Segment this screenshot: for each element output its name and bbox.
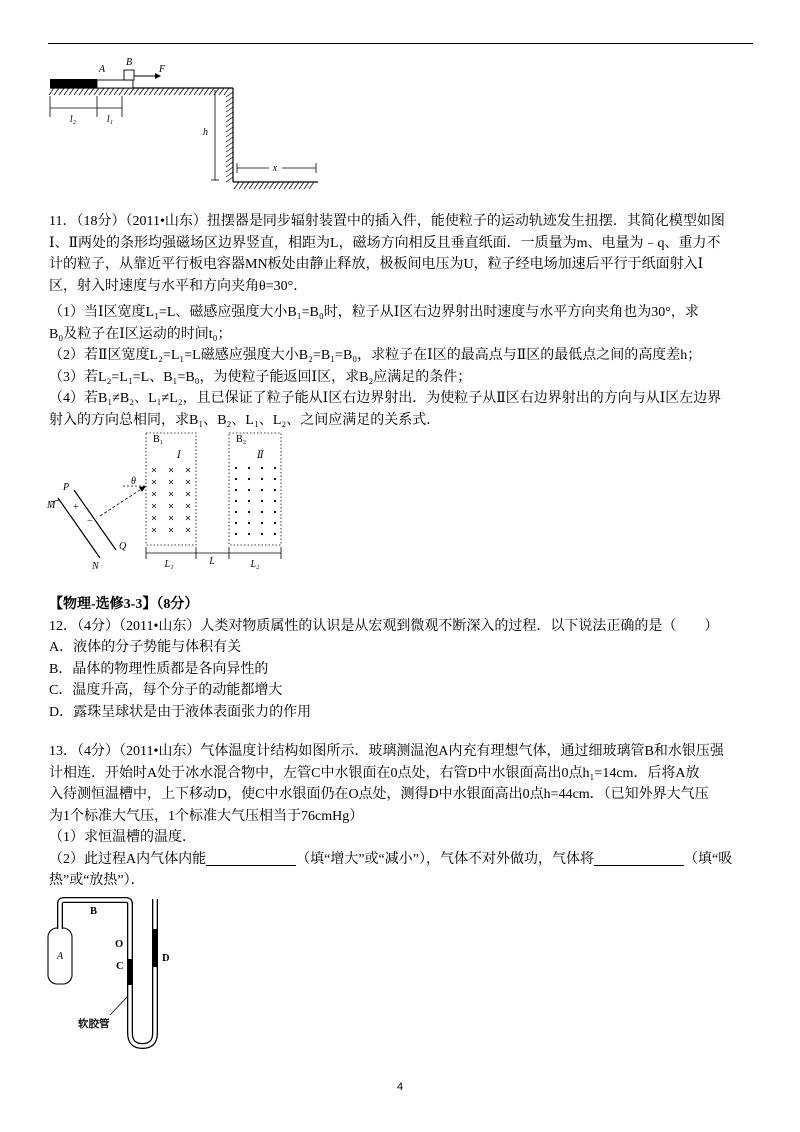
field-out-of-page-mark (274, 489, 276, 491)
hatch-line (84, 88, 89, 95)
field-into-page-mark (186, 468, 190, 472)
label-region-2: Ⅱ (257, 450, 264, 461)
field-out-of-page-mark (248, 533, 250, 535)
hatch-line (79, 88, 84, 95)
block-b (124, 70, 134, 80)
field-into-page-mark (186, 504, 190, 508)
field-out-of-page-mark (235, 489, 237, 491)
hatch-line (299, 182, 304, 189)
hatch-line (89, 88, 94, 95)
label-b: B (90, 906, 98, 917)
question-11 (49, 211, 761, 431)
field-into-page-mark (152, 528, 156, 532)
label-x: x (272, 163, 278, 174)
elective-heading: 【物理-选修3-3】（8分） (49, 597, 199, 612)
label-m: M (47, 500, 56, 511)
hatch-line (226, 97, 233, 102)
field-out-of-page-mark (261, 533, 263, 535)
hatch-line (174, 88, 179, 95)
hatch-line (234, 182, 239, 189)
q13-part-2-text-a: （2）此过程A内气体内能 (49, 851, 207, 867)
particle-trajectory (100, 488, 143, 516)
field-into-page-mark (186, 480, 190, 484)
question-13 (49, 741, 761, 892)
q11-part-1: （1）当Ⅰ区宽度L₁=L、磁感应强度大小B₁=B₀时，粒子从Ⅰ区右边界射出时速度与水平方向夹角也为30°，求 (49, 305, 699, 320)
hatch-line (304, 182, 309, 189)
field-into-page-mark (152, 516, 156, 520)
q12-stem: 12．（4分）（2011•山东）人类对物质属性的认识是从宏观到微观不断深入的过程．以下说法正确的是（ ） (49, 618, 719, 634)
hatch-line (226, 157, 233, 162)
hatch-line (209, 88, 214, 95)
hatch-line (139, 88, 144, 95)
hatch-line (59, 88, 64, 95)
q13-part-2-text-c: （填“吸 (683, 851, 733, 867)
hatch-line (226, 172, 233, 177)
q12-option-d: D．露珠呈球状是由于液体表面张力的作用 (49, 704, 312, 720)
label-q: Q (119, 541, 127, 552)
label-h: h (203, 127, 208, 138)
label-minus: − (87, 516, 93, 527)
q12-option-a: A．液体的分子势能与体积有关 (49, 640, 242, 655)
field-out-of-page-mark (274, 467, 276, 469)
field-out-of-page-mark (248, 500, 250, 502)
field-into-page-mark (169, 480, 173, 484)
hatch-line (94, 88, 99, 95)
hatch-line (226, 167, 233, 172)
hatch-line (149, 88, 154, 95)
label-b1: B₁ (153, 434, 164, 445)
hatch-line (264, 182, 269, 189)
label-d: D (162, 953, 170, 964)
hatch-line (226, 127, 233, 132)
q11-part-3: （3）若L₂=L₁=L、B₁=B₀，为使粒子能返回Ⅰ区，求B₂应满足的条件； (49, 369, 472, 385)
label-l1: l₁ (106, 114, 114, 125)
field-out-of-page-mark (261, 522, 263, 524)
question-12 (49, 594, 761, 723)
field-into-page-mark (169, 528, 173, 532)
label-plus: + (73, 502, 79, 513)
hatch-line (219, 88, 224, 95)
figure-ledge-diagram (45, 55, 330, 195)
figure-gas-thermometer (40, 893, 190, 1065)
label-p: P (63, 482, 70, 493)
hatch-line (226, 152, 233, 157)
field-out-of-page-mark (261, 500, 263, 502)
region-2-boundary (229, 433, 281, 545)
hatch-line (226, 177, 233, 182)
q12-option-c: C．温度升高，每个分子的动能都增大 (49, 683, 283, 698)
hatch-line (154, 88, 159, 95)
field-out-of-page-mark (235, 522, 237, 524)
hatch-line (226, 142, 233, 147)
hatch-line (69, 88, 74, 95)
hatch-line (226, 147, 233, 152)
q11-stem-line: 11．（18分）（2011•山东）扭摆器是同步辐射装置中的插入件，能使粒子的运动轨迹发生扭摆．其简化模型如图 (49, 214, 725, 229)
hatch-line (226, 122, 233, 127)
q11-part-4: （4）若B₁≠B₂、L₁≠L₂，且已保证了粒子能从Ⅰ区右边界射出．为使粒子从Ⅱ区右边界射出的方向与从Ⅰ区左边界 (49, 391, 722, 406)
hatch-line (244, 182, 249, 189)
label-b: B (126, 57, 133, 68)
q11-stem-line: Ⅰ、Ⅱ两处的条形均强磁场区边界竖直，相距为L，磁场方向相反且垂直纸面．一质量为m、电量为﹣q、重力不 (49, 235, 721, 251)
label-n: N (92, 561, 99, 572)
q13-part-2 (49, 849, 761, 871)
field-into-page-mark (186, 492, 190, 496)
field-out-of-page-mark (274, 478, 276, 480)
region-1-boundary (146, 433, 196, 545)
q13-stem-line: 入待测恒温槽中，上下移动D，使C中水银面仍在O点处，测得D中水银面高出0点h=44cm．（已知外界大气压 (49, 787, 709, 802)
hatch-line (226, 102, 233, 107)
q11-stem-line: 计的粒子，从靠近平行板电容器MN板处由静止释放，极板间电压为U，粒子经电场加速后平行于纸面射入Ⅰ (49, 257, 704, 272)
hatch-line (164, 88, 169, 95)
hatch-line (289, 182, 294, 189)
hose-leader-line (110, 996, 128, 1015)
label-theta: θ (131, 476, 136, 487)
q12-option-b: B．晶体的物理性质都是各向异性的 (49, 661, 269, 677)
q13-part-1: （1）求恒温槽的温度． (49, 830, 196, 845)
hatch-line (194, 88, 199, 95)
plate-mn (58, 498, 100, 558)
hatch-line (269, 182, 274, 189)
hatch-line (309, 182, 314, 189)
label-c: C (116, 961, 124, 972)
answer-blank-2 (594, 851, 684, 866)
field-into-page-mark (186, 528, 190, 532)
hatch-line (109, 88, 114, 95)
field-into-page-mark (169, 516, 173, 520)
field-into-page-mark (152, 468, 156, 472)
hatch-line (179, 88, 184, 95)
plank-rough-section (50, 79, 97, 88)
hatch-line (64, 88, 69, 95)
page-number: 4 (396, 1081, 404, 1093)
hatch-line (226, 117, 233, 122)
region-1-field-marks (152, 468, 190, 532)
field-out-of-page-mark (261, 478, 263, 480)
field-out-of-page-mark (235, 478, 237, 480)
field-out-of-page-mark (235, 533, 237, 535)
field-out-of-page-mark (248, 522, 250, 524)
field-into-page-mark (152, 480, 156, 484)
hatch-line (144, 88, 149, 95)
field-into-page-mark (169, 468, 173, 472)
answer-blank-1 (206, 851, 296, 866)
hatch-line (119, 88, 124, 95)
hatch-line (124, 88, 129, 95)
hatch-line (74, 88, 79, 95)
hatch-line (224, 88, 229, 95)
hatch-line (99, 88, 104, 95)
field-into-page-mark (152, 504, 156, 508)
hatch-line (189, 88, 194, 95)
field-out-of-page-mark (261, 489, 263, 491)
plank-smooth-section (97, 80, 133, 88)
hatch-line (204, 88, 209, 95)
hatch-line (274, 182, 279, 189)
hatch-line (184, 88, 189, 95)
field-out-of-page-mark (274, 522, 276, 524)
hatch-line (226, 112, 233, 117)
field-out-of-page-mark (235, 467, 237, 469)
hatch-line (169, 88, 174, 95)
label-o: O (115, 939, 124, 950)
region-2-field-marks (235, 467, 276, 535)
plate-pq (74, 490, 116, 550)
field-out-of-page-mark (274, 500, 276, 502)
field-into-page-mark (186, 516, 190, 520)
field-out-of-page-mark (261, 467, 263, 469)
q13-part-2-cont: 热”或“放热”）． (49, 873, 145, 888)
hatch-line (159, 88, 164, 95)
q13-stem-line: 13．（4分）（2011•山东）气体温度计结构如图所示．玻璃测温泡A内充有理想气体，通过细玻璃管B和水银压强 (49, 744, 724, 759)
hatch-line (226, 132, 233, 137)
q13-part-2-text-b: （填“增大”或“减小”），气体不对外做功，气体将 (296, 851, 594, 867)
label-l2: L₂ (250, 559, 260, 570)
hatch-line (49, 88, 54, 95)
hatch-line (279, 182, 284, 189)
q13-stem-line: 为1个标准大气压，1个标准大气压相当于76cmHg） (49, 808, 364, 824)
hatch-line (259, 182, 264, 189)
field-out-of-page-mark (261, 511, 263, 513)
hatch-line (226, 107, 233, 112)
q11-part-4-cont: 射入的方向总相同，求B₁、B₂、L₁、L₂、之间应满足的关系式． (49, 412, 441, 428)
field-out-of-page-mark (235, 511, 237, 513)
field-out-of-page-mark (248, 511, 250, 513)
hatch-line (226, 162, 233, 167)
trajectory-arrowhead (139, 486, 146, 492)
field-out-of-page-mark (248, 467, 250, 469)
label-l2: l₂ (69, 114, 77, 125)
hatch-line (294, 182, 299, 189)
hatch-line (54, 88, 59, 95)
header-rule (48, 43, 753, 44)
field-out-of-page-mark (248, 478, 250, 480)
field-out-of-page-mark (274, 533, 276, 535)
field-into-page-mark (169, 504, 173, 508)
hatch-line (239, 182, 244, 189)
hatch-line (114, 88, 119, 95)
label-hose: 软胶管 (78, 1019, 110, 1030)
label-f: F (159, 64, 166, 75)
field-out-of-page-mark (235, 500, 237, 502)
hatch-line (226, 137, 233, 142)
field-out-of-page-mark (248, 489, 250, 491)
label-l1: L₁ (164, 559, 174, 570)
q11-stem-line: 区，射入时速度与水平和方向夹角θ=30°． (49, 278, 308, 294)
q11-part-1-cont: B₀及粒子在Ⅰ区运动的时间t₀； (49, 326, 232, 342)
q13-stem-line: 计相连．开始时A处于冰水混合物中，左管C中水银面在0点处，右管D中水银面高出0点h₁=14cm．后将A放 (49, 765, 700, 781)
label-l: L (209, 556, 215, 567)
hatch-line (104, 88, 109, 95)
hatch-line (284, 182, 289, 189)
q11-part-2: （2）若Ⅱ区宽度L₂=L₁=L磁感应强度大小B₂=B₁=B₀，求粒子在Ⅰ区的最高点与Ⅱ区的最低点之间的高度差h； (49, 348, 702, 363)
field-into-page-mark (152, 492, 156, 496)
label-b2: B₂ (236, 434, 247, 445)
hatch-line (199, 88, 204, 95)
hatch-line (249, 182, 254, 189)
figure-magnetic-regions (45, 428, 295, 573)
hatch-line (134, 88, 139, 95)
field-into-page-mark (169, 492, 173, 496)
label-a: A (99, 64, 106, 75)
field-out-of-page-mark (274, 511, 276, 513)
hatch-line (254, 182, 259, 189)
label-a: A (57, 951, 64, 962)
hatch-line (129, 88, 134, 95)
hatch-line (226, 92, 233, 97)
label-region-1: Ⅰ (177, 450, 181, 461)
